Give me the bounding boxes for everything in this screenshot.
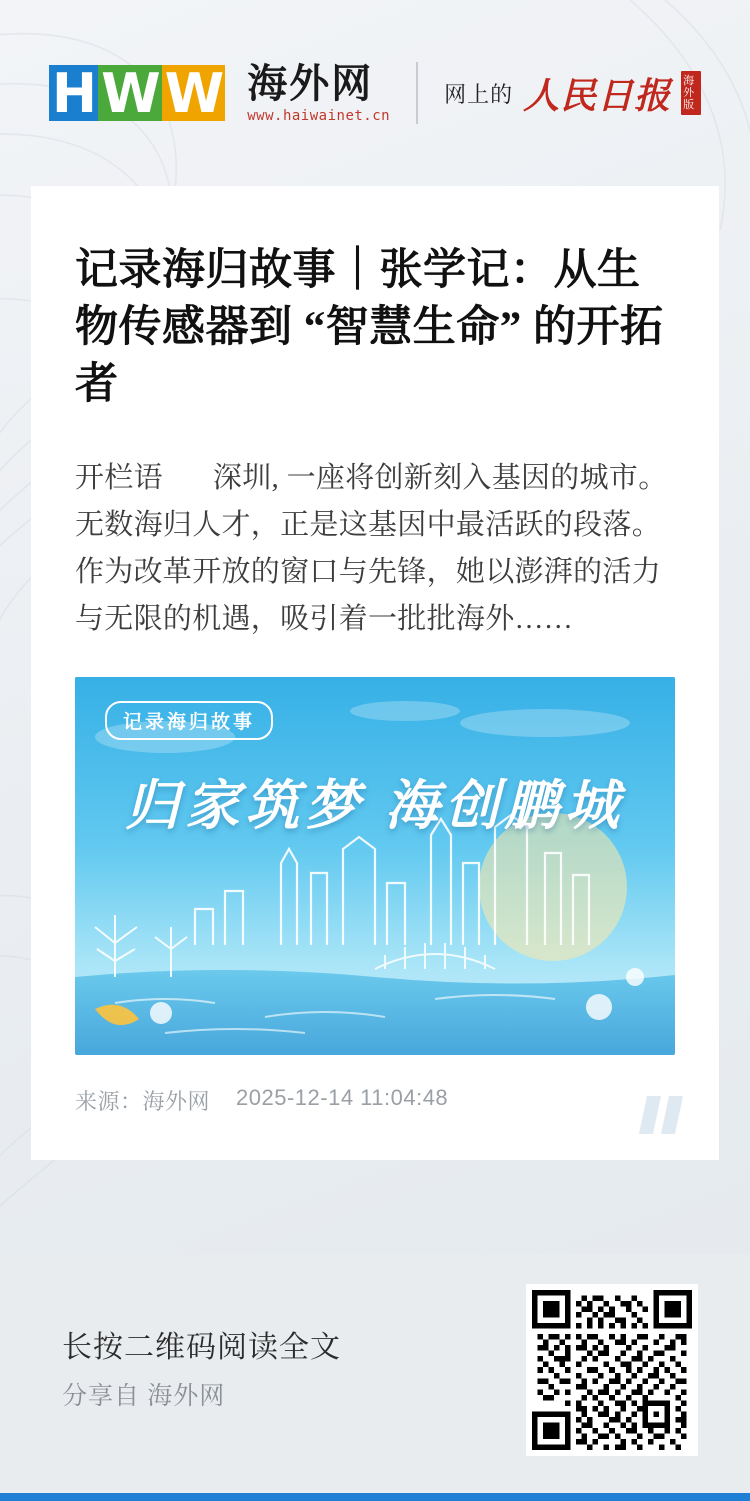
partner-title: 人民日报: [523, 75, 672, 116]
logo-letter-w2: W: [162, 65, 226, 121]
quote-decoration: [643, 1096, 679, 1134]
summary-body: 深圳, 一座将创新刻入基因的城市。无数海归人才，正是这基因中最活跃的段落。作为改革开放的窗口与先锋，她以澎湃的活力与无限的机遇，吸引着一批批海外……: [75, 462, 668, 635]
source-label: 来源：海外网: [75, 1089, 211, 1114]
partner-badge: 海外版: [681, 71, 701, 115]
footer-main-text: 长按二维码阅读全文: [62, 1330, 341, 1364]
footer-sub-text: 分享自 海外网: [62, 1382, 226, 1410]
site-name: 海外网: [247, 61, 374, 106]
site-name-block: [247, 62, 390, 124]
partner-prefix: 网上的: [444, 81, 514, 107]
qr-code-icon: [532, 1290, 692, 1450]
brand-lockup[interactable]: [49, 62, 701, 124]
article-card: [31, 186, 719, 1160]
page-title: 记录海归故事｜张学记：从生物传感器到 “智慧生命” 的开拓者: [75, 247, 664, 408]
partner-block: [444, 68, 701, 119]
article-summary: [75, 455, 675, 643]
figure-tag: 记录海归故事: [105, 701, 273, 740]
site-url: www.haiwainet.cn: [247, 108, 391, 124]
article-meta: [75, 1085, 675, 1116]
hww-logo[interactable]: [49, 62, 225, 125]
footer-text-block: [62, 1322, 341, 1412]
bottom-accent-bar: [0, 1493, 750, 1501]
header-divider: [416, 62, 418, 124]
logo-letter-h: H: [49, 65, 98, 121]
logo-letter-w1: W: [98, 65, 162, 121]
summary-lead: 开栏语: [75, 462, 163, 494]
article-figure[interactable]: [75, 677, 675, 1055]
timestamp: 2025-12-14 11:04:48: [236, 1085, 449, 1110]
poster-footer: [0, 1254, 750, 1501]
figure-headline: 归家筑梦 海创鹏城: [125, 776, 625, 836]
site-header: [0, 0, 750, 186]
qr-code[interactable]: [526, 1284, 698, 1456]
